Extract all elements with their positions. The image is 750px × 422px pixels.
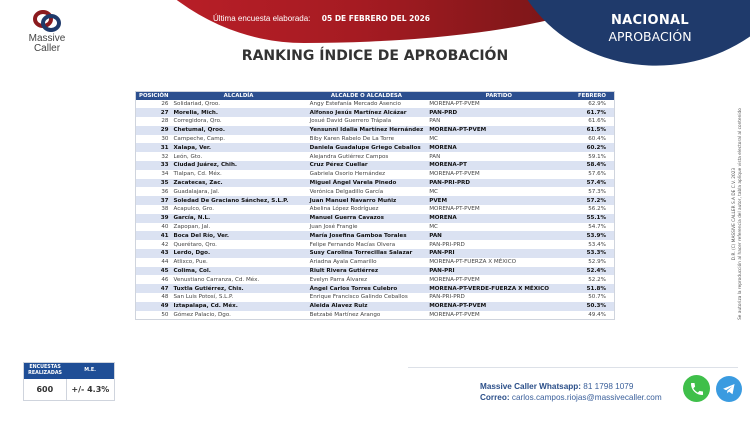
mayor-cell: Betzabé Martínez Arango	[309, 311, 381, 318]
party-cell: MC	[429, 188, 438, 195]
margin-error-header: M.E.	[66, 363, 114, 379]
position-cell: 44	[161, 259, 169, 266]
mayor-cell: Felipe Fernando Macías Olvera	[309, 241, 396, 248]
approval-cell: 58.4%	[571, 161, 614, 170]
table-row	[136, 302, 615, 311]
table-row	[136, 275, 615, 284]
municipality-cell: García, N.L.	[170, 214, 306, 223]
table-row	[136, 152, 615, 161]
position-cell: 32	[161, 153, 169, 160]
party-cell: MORENA-PT-FUERZA X MÉXICO	[429, 259, 517, 266]
table-row	[136, 267, 615, 276]
email-contact	[480, 392, 662, 403]
mayor-cell: Juan Manuel Navarro Muñiz	[307, 196, 427, 205]
copyright-line2: Se autoriza la reproducción al hacer referencia del autor, tabla aplique vista electoral al contenido	[738, 108, 743, 320]
approval-cell: 53.3%	[571, 249, 614, 258]
mayor-cell: Manuel Guerra Cavazos	[307, 214, 427, 223]
table-row	[136, 231, 615, 240]
contact-info	[480, 381, 662, 403]
table-row	[136, 135, 615, 144]
party-cell: MORENA-PT-PVEM	[429, 206, 480, 213]
table-row	[136, 205, 615, 214]
municipality-cell: Iztapalapa, Cd. Méx.	[170, 302, 306, 311]
municipality-cell: Venustiano Carranza, Cd. Méx.	[173, 276, 260, 283]
municipality-cell: Lerdo, Dgo.	[170, 249, 306, 258]
party-cell: PVEM	[426, 196, 571, 205]
table-row	[136, 223, 615, 232]
approval-cell: 53.4%	[588, 241, 606, 248]
position-cell: 31	[136, 143, 171, 152]
whatsapp-contact	[480, 381, 662, 392]
table-row	[136, 311, 615, 320]
approval-cell: 57.6%	[588, 171, 606, 178]
approval-cell: 57.2%	[571, 196, 614, 205]
position-cell: 26	[161, 100, 169, 107]
mayor-cell: Biby Karen Rabelo De La Torre	[309, 136, 395, 143]
party-cell: MORENA-PT-PVEM	[429, 171, 480, 178]
party-cell: MC	[429, 224, 438, 231]
ranking-table	[135, 91, 615, 320]
municipality-cell: Atlixco, Pue.	[173, 259, 208, 266]
position-cell: 41	[136, 231, 171, 240]
party-cell: MORENA-PT-PVEM	[429, 100, 480, 107]
approval-cell: 50.7%	[588, 294, 606, 301]
table-row	[136, 126, 615, 135]
mayor-cell: Susy Carolina Torrecillas Salazar	[307, 249, 427, 258]
party-cell: MORENA-PT-PVEM	[429, 276, 480, 283]
mayor-cell: Ángel Carlos Torres Culebro	[307, 284, 427, 293]
municipality-cell: Morelia, Mich.	[170, 108, 306, 117]
party-cell: MORENA	[426, 214, 571, 223]
mayor-cell: Miguel Ángel Varela Pinedo	[307, 179, 427, 188]
email-address[interactable]: carlos.campos.riojas@massivecaller.com	[509, 393, 662, 402]
municipality-cell: Gómez Palacio, Dgo.	[173, 311, 231, 318]
party-cell: PAN-PRI	[426, 249, 571, 258]
whatsapp-icon[interactable]	[683, 375, 710, 402]
municipality-cell: León, Gto.	[173, 153, 203, 160]
position-cell: 42	[161, 241, 169, 248]
mayor-cell: Ariadna Ayala Camarillo	[309, 259, 377, 266]
party-cell: PAN-PRI	[426, 267, 571, 276]
position-cell: 50	[161, 311, 169, 318]
approval-cell: 61.5%	[571, 126, 614, 135]
party-cell: MORENA	[426, 143, 571, 152]
approval-cell: 52.9%	[588, 259, 606, 266]
table-row	[136, 179, 615, 188]
party-cell: PAN	[429, 153, 441, 160]
position-cell: 37	[136, 196, 171, 205]
municipality-cell: Acapulco, Gro.	[173, 206, 215, 213]
municipality-cell: Zacatecas, Zac.	[170, 179, 306, 188]
mayor-cell: Verónica Delgadillo García	[309, 188, 384, 195]
margin-error-value: +/- 4.3%	[66, 379, 114, 401]
position-cell: 38	[161, 206, 169, 213]
approval-cell: 60.4%	[588, 136, 606, 143]
mayor-cell: María Josefina Gamboa Torales	[307, 231, 427, 240]
table-row	[136, 196, 615, 205]
col-header-party: PARTIDO	[426, 92, 571, 100]
position-cell: 35	[136, 179, 171, 188]
whatsapp-label: Massive Caller Whatsapp:	[480, 382, 582, 391]
mayor-cell: Riult Rivera Gutiérrez	[307, 267, 427, 276]
position-cell: 27	[136, 108, 171, 117]
position-cell: 40	[161, 224, 169, 231]
municipality-cell: Zapopan, Jal.	[173, 224, 211, 231]
table-row	[136, 240, 615, 249]
party-cell: MC	[429, 136, 438, 143]
party-cell: PAN-PRI-PRD	[426, 179, 571, 188]
municipality-cell: Xalapa, Ver.	[170, 143, 306, 152]
approval-cell: 50.3%	[571, 302, 614, 311]
col-header-february: FEBRERO	[571, 92, 614, 100]
mayor-cell: Daniela Guadalupe Griego Ceballos	[307, 143, 427, 152]
position-cell: 49	[136, 302, 171, 311]
badge-scope: NACIONAL	[611, 13, 689, 28]
municipality-cell: Corregidora, Qro.	[173, 118, 222, 125]
table-row	[136, 214, 615, 223]
municipality-cell: Solidariad, Qroo.	[173, 100, 221, 107]
party-cell: PAN	[429, 118, 441, 125]
approval-cell: 61.6%	[588, 118, 606, 125]
party-cell: MORENA-PT	[426, 161, 571, 170]
position-cell: 34	[161, 171, 169, 178]
page-title-text: RANKING ÍNDICE DE APROBACIÓN	[241, 48, 509, 64]
table-row	[136, 170, 615, 179]
mayor-cell: Josué David Guerrero Trápala	[309, 118, 392, 125]
table-row	[136, 117, 615, 126]
col-header-mayor: ALCALDE O ALCALDESA	[307, 92, 427, 100]
table-row	[136, 143, 615, 152]
municipality-cell: Tlalpan, Cd. Méx.	[173, 171, 222, 178]
mayor-cell: Juan José Frangie	[309, 224, 358, 231]
col-header-municipality: ALCALDÍA	[170, 92, 306, 100]
approval-cell: 52.4%	[571, 267, 614, 276]
survey-stats-table	[23, 362, 115, 401]
position-cell: 28	[161, 118, 169, 125]
municipality-cell: Soledad De Graciano Sánchez, S.L.P.	[170, 196, 306, 205]
party-cell: MORENA-PT-PVEM	[429, 311, 480, 318]
municipality-cell: Chetumal, Qroo.	[170, 126, 306, 135]
table-row	[136, 258, 615, 267]
approval-cell: 49.4%	[588, 311, 606, 318]
position-cell: 30	[161, 136, 169, 143]
table-row	[136, 161, 615, 170]
approval-cell: 61.7%	[571, 108, 614, 117]
position-cell: 47	[136, 284, 171, 293]
position-cell: 39	[136, 214, 171, 223]
party-cell: PAN-PRI-PRD	[429, 241, 465, 248]
party-cell: MORENA-PT-PVEM	[426, 126, 571, 135]
col-header-position: POSICIÓN	[136, 92, 171, 100]
surveys-value: 600	[24, 379, 67, 401]
approval-cell: 60.2%	[571, 143, 614, 152]
approval-cell: 57.3%	[588, 188, 606, 195]
mayor-cell: Cruz Pérez Cuellar	[307, 161, 427, 170]
party-cell: MORENA-PT-PVEM	[426, 302, 571, 311]
mayor-cell: Abelina López Rodríguez	[309, 206, 379, 213]
table-row	[136, 249, 615, 258]
party-cell: PAN-PRD	[426, 108, 571, 117]
approval-cell: 53.9%	[571, 231, 614, 240]
municipality-cell: Campeche, Camp.	[173, 136, 225, 143]
approval-cell: 51.8%	[571, 284, 614, 293]
party-cell: MORENA-PT-VERDE-FUERZA X MÉXICO	[426, 284, 571, 293]
position-cell: 48	[161, 294, 169, 301]
scope-badge	[605, 13, 695, 44]
page-title	[0, 48, 750, 64]
municipality-cell: Querétaro, Qro.	[173, 241, 217, 248]
table-header-row	[136, 92, 615, 100]
approval-cell: 54.7%	[588, 224, 606, 231]
footer-divider	[408, 367, 738, 368]
municipality-cell: Boca Del Río, Ver.	[170, 231, 306, 240]
municipality-cell: Tuxtla Gutiérrez, Chis.	[170, 284, 306, 293]
email-label: Correo:	[480, 393, 510, 402]
position-cell: 46	[161, 276, 169, 283]
table-row	[136, 100, 615, 109]
badge-metric: APROBACIÓN	[608, 29, 692, 44]
mayor-cell: Evelyn Parra Álvarez	[309, 276, 368, 283]
mayor-cell: Yensunni Idalia Martínez Hernández	[307, 126, 427, 135]
municipality-cell: Guadalajara, Jal.	[173, 188, 220, 195]
party-cell: PAN	[426, 231, 571, 240]
table-row	[136, 108, 615, 117]
approval-cell: 55.1%	[571, 214, 614, 223]
copyright-note	[732, 79, 744, 349]
mayor-cell: Alejandra Gutiérrez Campos	[309, 153, 389, 160]
position-cell: 29	[136, 126, 171, 135]
surveys-header: ENCUESTAS REALIZADAS	[24, 363, 67, 379]
approval-cell: 62.9%	[588, 100, 606, 107]
approval-cell: 52.2%	[588, 276, 606, 283]
whatsapp-number[interactable]: 81 1798 1079	[581, 382, 634, 391]
position-cell: 43	[136, 249, 171, 258]
telegram-icon[interactable]	[716, 376, 742, 402]
approval-cell: 59.1%	[588, 153, 606, 160]
mayor-cell: Angy Estefanía Mercado Asencio	[309, 100, 401, 107]
municipality-cell: Colima, Col.	[170, 267, 306, 276]
position-cell: 33	[136, 161, 171, 170]
municipality-cell: Ciudad Juárez, Chih.	[170, 161, 306, 170]
logo-line2: Caller	[33, 43, 61, 54]
table-row	[136, 284, 615, 293]
approval-cell: 57.4%	[571, 179, 614, 188]
copyright-line1: D.R. (C) MASSIVE CALLER S.A DE C.V. 2023	[732, 167, 737, 261]
approval-cell: 56.2%	[588, 206, 606, 213]
position-cell: 36	[161, 188, 169, 195]
mayor-cell: Aleida Alavez Ruiz	[307, 302, 427, 311]
municipality-cell: San Luis Potosí, S.L.P.	[173, 294, 234, 301]
position-cell: 45	[136, 267, 171, 276]
survey-date-value: 05 DE FEBRERO DEL 2026	[321, 14, 431, 23]
survey-date	[213, 14, 430, 23]
survey-date-label: Última encuesta elaborada:	[213, 14, 311, 23]
massive-caller-logo-icon	[27, 8, 67, 34]
mayor-cell: Gabriela Osorio Hernández	[309, 171, 386, 178]
logo-line1: Massive	[28, 33, 66, 44]
mayor-cell: Enrique Francisco Galindo Ceballos	[309, 294, 408, 301]
party-cell: PAN-PRI-PRD	[429, 294, 465, 301]
mayor-cell: Alfonso Jesús Martínez Alcázar	[307, 108, 427, 117]
table-row	[136, 293, 615, 302]
table-row	[136, 187, 615, 196]
